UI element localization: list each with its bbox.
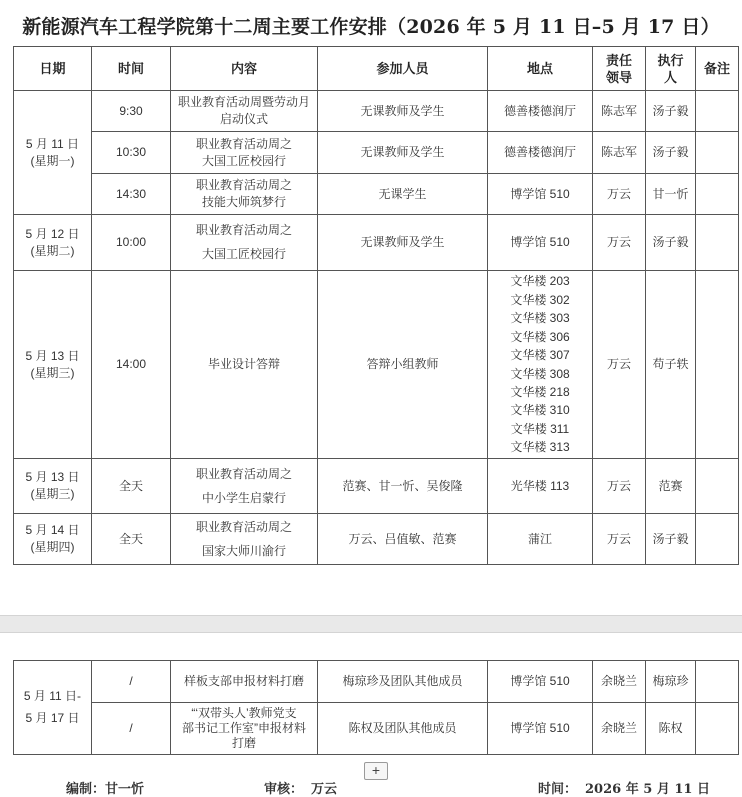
people-cell: 无课教师及学生: [318, 215, 488, 271]
time-cell: 14:30: [92, 174, 171, 215]
table-row: [14, 215, 739, 271]
schedule-table-continued: [13, 660, 739, 755]
executor-cell: 汤子毅: [646, 215, 696, 271]
table-row: [14, 514, 739, 565]
place-cell: 博学馆 510: [488, 215, 593, 271]
header-content: 内容: [171, 47, 318, 91]
room-item: 文华楼 308: [510, 366, 570, 381]
room-item: 文华楼 303: [510, 311, 570, 326]
content-cell: [171, 703, 318, 755]
date-cell: [14, 459, 92, 514]
executor-cell: 范赛: [646, 459, 696, 514]
content-line: 职业教育活动周之: [195, 519, 292, 534]
executor-cell: 汤子毅: [646, 91, 696, 132]
content-cell: [171, 459, 318, 514]
room-item: 文华楼 310: [510, 403, 570, 418]
content-cell: [171, 215, 318, 271]
table-header-row: [14, 47, 739, 91]
executor-cell: 汤子毅: [646, 514, 696, 565]
date-cell: [14, 91, 92, 215]
date-cell: [14, 514, 92, 565]
responsible-cell: 陈志军: [593, 91, 646, 132]
content-line: 国家大师川渝行: [201, 543, 286, 558]
note-cell: [696, 703, 739, 755]
reviewer-name: 万云: [311, 782, 338, 797]
place-cell: 博学馆 510: [488, 174, 593, 215]
content-line: 启动仪式: [219, 112, 268, 126]
place-cell: 德善楼德润厅: [488, 132, 593, 174]
table-row: [14, 132, 739, 174]
date-text: 5 月 13 日: [25, 348, 80, 363]
header-place: 地点: [488, 47, 593, 91]
note-cell: [696, 514, 739, 565]
executor-cell: 甘一忻: [646, 174, 696, 215]
date-text: 5 月 12 日: [25, 226, 80, 241]
room-item: 文华楼 218: [510, 384, 570, 399]
header-executor: [646, 47, 696, 91]
date-cell: [14, 271, 92, 459]
room-item: 文华楼 311: [510, 421, 570, 436]
responsible-cell: 万云: [593, 174, 646, 215]
note-cell: [696, 271, 739, 459]
header-executor-line-2: 人: [663, 69, 677, 85]
table-row: [14, 91, 739, 132]
time-cell: /: [92, 661, 171, 703]
note-cell: [696, 661, 739, 703]
content-line: 技能大师筑梦行: [201, 195, 286, 209]
place-cell: 德善楼德润厅: [488, 91, 593, 132]
weekday-text: (星期二): [30, 243, 75, 258]
responsible-cell: 万云: [593, 271, 646, 459]
responsible-cell: 陈志军: [593, 132, 646, 174]
time-cell: 14:00: [92, 271, 171, 459]
room-item: 文华楼 203: [510, 274, 570, 289]
people-cell: 万云、吕值敏、范赛: [318, 514, 488, 565]
content-cell: [171, 132, 318, 174]
header-executor-line-1: 执行: [657, 52, 684, 68]
document-title: 新能源汽车工程学院第十二周主要工作安排（2026 年 5 月 11 日–5 月 17 日）: [22, 16, 720, 38]
place-cell: 光华楼 113: [488, 459, 593, 514]
executor-cell: 陈权: [646, 703, 696, 755]
responsible-cell: 余晓兰: [593, 661, 646, 703]
content-line: 职业教育活动周暨劳动月: [177, 95, 310, 109]
content-cell: [171, 514, 318, 565]
footer-reviewer: [264, 778, 337, 797]
executor-cell: 汤子毅: [646, 132, 696, 174]
date-range-cell: [14, 661, 92, 755]
table-row: [14, 174, 739, 215]
time-cell: 9:30: [92, 91, 171, 132]
responsible-cell: 万云: [593, 459, 646, 514]
header-date: 日期: [14, 47, 92, 91]
content-cell: 毕业设计答辩: [171, 271, 318, 459]
time-cell: 全天: [92, 459, 171, 514]
content-cell: [171, 91, 318, 132]
compiler-label: 编制：: [66, 782, 106, 797]
table-row: [14, 661, 739, 703]
responsible-cell: 余晓兰: [593, 703, 646, 755]
weekday-text: (星期三): [30, 365, 75, 380]
table-row: [14, 459, 739, 514]
table-row: [14, 703, 739, 755]
compiler-name: 甘一忻: [105, 782, 145, 797]
content-line: 打磨: [231, 736, 256, 750]
note-cell: [696, 215, 739, 271]
footer-compiler: [66, 778, 144, 797]
page-break: [0, 615, 742, 633]
people-cell: 梅琼珍及团队其他成员: [318, 661, 488, 703]
time-cell: 全天: [92, 514, 171, 565]
content-line: 职业教育活动周之: [195, 178, 292, 192]
time-cell: 10:00: [92, 215, 171, 271]
date-cell: [14, 215, 92, 271]
date-text: 5 月 11 日: [25, 136, 80, 151]
date-value: 2026 年 5 月 11 日: [585, 782, 710, 797]
table-row: [14, 271, 739, 459]
date-range-start: 5 月 11 日-: [23, 689, 82, 703]
place-cell: 蒲江: [488, 514, 593, 565]
footer-date: [538, 778, 710, 797]
header-note: 备注: [696, 47, 739, 91]
add-row-button[interactable]: +: [364, 762, 388, 780]
people-cell: 无课教师及学生: [318, 132, 488, 174]
content-line: 大国工匠校园行: [201, 153, 286, 168]
weekday-text: (星期三): [30, 487, 75, 501]
place-cell: 博学馆 510: [488, 661, 593, 703]
people-cell: 无课学生: [318, 174, 488, 215]
note-cell: [696, 91, 739, 132]
content-line: “‘双带头人’教师党支: [191, 706, 297, 720]
weekday-text: (星期一): [30, 153, 75, 168]
room-item: 文华楼 307: [510, 348, 570, 363]
header-responsible-leader: [593, 47, 646, 91]
content-cell: 样板支部申报材料打磨: [171, 661, 318, 703]
room-item: 文华楼 313: [510, 440, 570, 455]
schedule-table: [13, 46, 739, 565]
header-people: 参加人员: [318, 47, 488, 91]
place-cell: 博学馆 510: [488, 703, 593, 755]
people-cell: 无课教师及学生: [318, 91, 488, 132]
content-line: 职业教育活动周之: [195, 466, 292, 481]
header-responsible-line-1: 责任: [605, 52, 632, 68]
date-range-end: 5 月 17 日: [25, 711, 80, 725]
content-line: 职业教育活动周之: [195, 223, 292, 237]
date-label: 时间：: [538, 782, 578, 797]
people-cell: 答辩小组教师: [318, 271, 488, 459]
note-cell: [696, 174, 739, 215]
note-cell: [696, 132, 739, 174]
content-line: 中小学生启蒙行: [201, 490, 286, 505]
place-list-cell: [488, 271, 593, 459]
content-line: 部书记工作室”申报材料: [182, 721, 306, 735]
time-cell: /: [92, 703, 171, 755]
note-cell: [696, 459, 739, 514]
room-item: 文华楼 306: [510, 329, 570, 344]
responsible-cell: 万云: [593, 514, 646, 565]
executor-cell: 梅琼珍: [646, 661, 696, 703]
header-responsible-line-2: 领导: [605, 69, 632, 85]
room-item: 文华楼 302: [510, 292, 570, 307]
responsible-cell: 万云: [593, 215, 646, 271]
time-cell: 10:30: [92, 132, 171, 174]
content-cell: [171, 174, 318, 215]
executor-cell: 苟子轶: [646, 271, 696, 459]
header-time: 时间: [92, 47, 171, 91]
reviewer-label: 审核：: [264, 782, 304, 797]
weekday-text: (星期四): [30, 540, 75, 554]
content-line: 大国工匠校园行: [201, 247, 286, 261]
people-cell: 范赛、甘一忻、吴俊隆: [318, 459, 488, 514]
date-text: 5 月 14 日: [25, 523, 80, 537]
date-text: 5 月 13 日: [25, 470, 80, 484]
content-line: 职业教育活动周之: [195, 136, 292, 151]
people-cell: 陈权及团队其他成员: [318, 703, 488, 755]
